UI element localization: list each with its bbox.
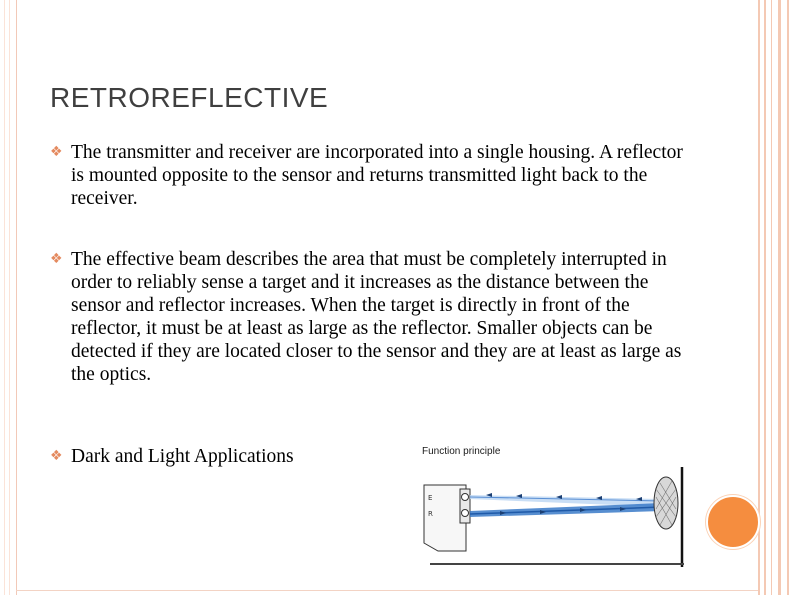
bullet-item bbox=[50, 248, 690, 410]
bullet-text: The effective beam describes the area that must be completely interrupted in order to reliably sense a target and it increases as the distance between the sensor and reflector increases. When the target is directly in front of the reflector, it must be at least as large as the reflector. Smaller objects can be detected if they are located closer to the sensor and they are at least as large as the optics. bbox=[71, 249, 682, 385]
bullet-text: The transmitter and receiver are incorporated into a single housing. A reflector is mounted opposite to the sensor and returns transmitted light back to the receiver. bbox=[71, 142, 683, 209]
diamond-bullet-icon: ❖ bbox=[50, 251, 63, 267]
right-border-decoration bbox=[758, 0, 794, 595]
bullet-item bbox=[50, 141, 690, 211]
bullet-text: Dark and Light Applications bbox=[71, 446, 294, 467]
slide-title: RETROREFLECTIVE bbox=[50, 82, 329, 113]
function-principle-diagram bbox=[416, 445, 690, 569]
light-beams bbox=[470, 493, 662, 517]
reflector bbox=[654, 467, 682, 567]
retroreflective-sensor-illustration bbox=[416, 445, 690, 569]
emitter-label: E bbox=[428, 494, 433, 502]
bottom-border-decoration bbox=[16, 590, 758, 591]
slide-decoration-circle bbox=[706, 495, 760, 549]
diamond-bullet-icon: ❖ bbox=[50, 144, 63, 160]
left-border-decoration bbox=[0, 0, 17, 595]
diamond-bullet-icon: ❖ bbox=[50, 448, 63, 464]
receiver-label: R bbox=[428, 510, 433, 518]
figure-title: Function principle bbox=[422, 446, 501, 457]
